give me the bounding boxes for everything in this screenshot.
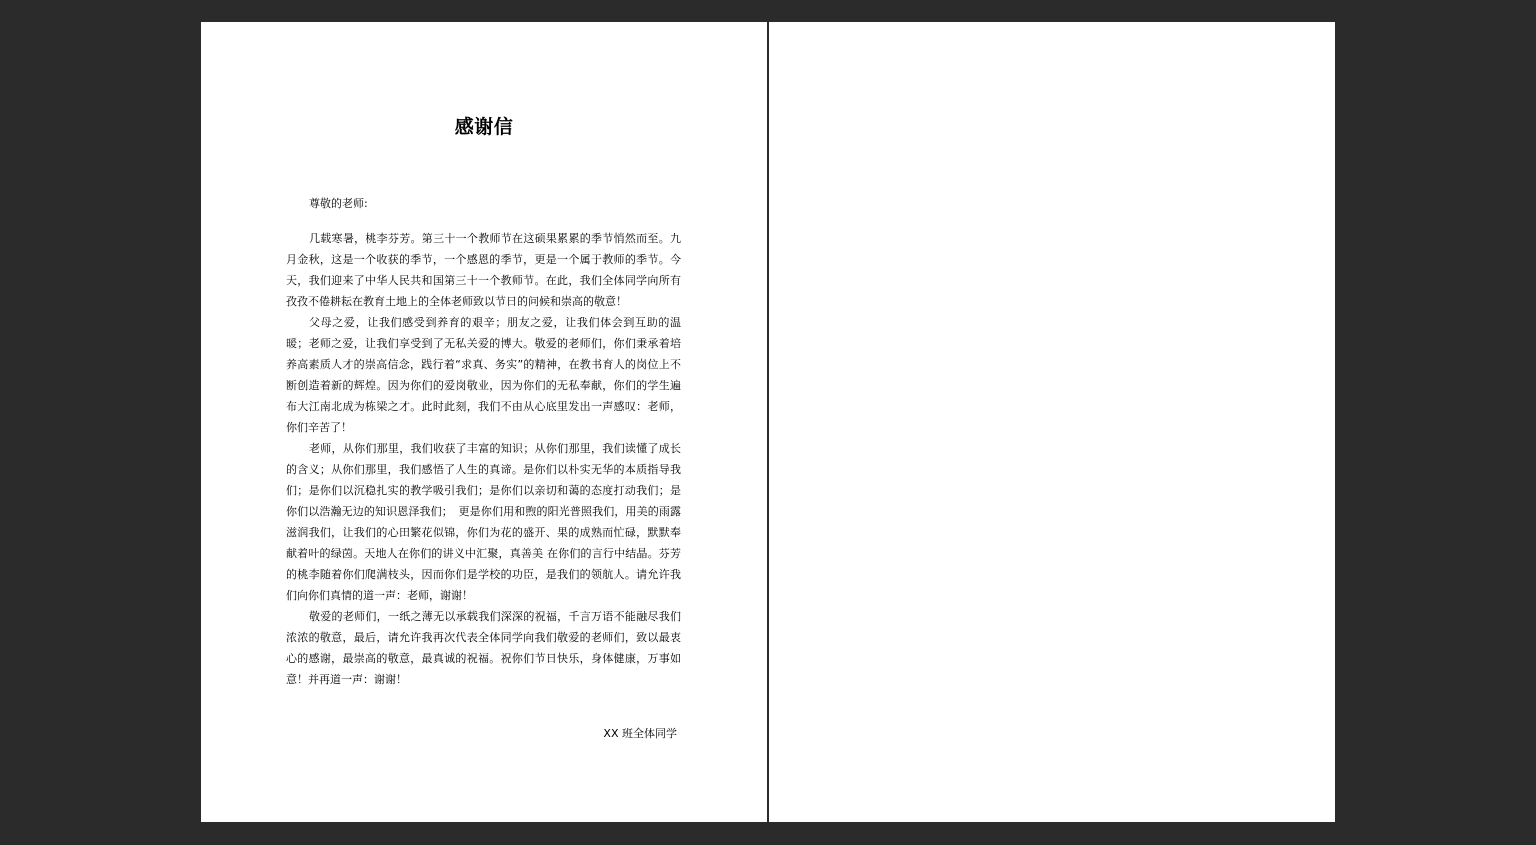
letter-body [286, 228, 681, 690]
page-1[interactable] [201, 22, 767, 822]
letter-title: 感谢信 [454, 116, 514, 138]
salutation: 尊敬的老师: [309, 197, 368, 210]
paragraph: 父母之爱，让我们感受到养育的艰辛；朋友之爱，让我们体会到互助的温暖；老师之爱，让我们享受到了无私关爱的博大。敬爱的老师们，你们秉承着培养高素质人才的崇高信念，践行着“求真、务实”的精神，在教书育人的岗位上不断创造着新的辉煌。因为你们的爱岗敬业，因为你们的无私奉献，你们的学生遍布大江南北成为栋梁之才。此时此刻，我们不由从心底里发出一声感叹：老师，你们辛苦了！ [286, 316, 681, 434]
signature: XX 班全体同学 [603, 727, 677, 740]
paragraph: 老师，从你们那里，我们收获了丰富的知识；从你们那里，我们读懂了成长的含义；从你们那里，我们感悟了人生的真谛。是你们以朴实无华的本质指导我们；是你们以沉稳扎实的教学吸引我们；是你们以亲切和蔼的态度打动我们；是你们以浩瀚无边的知识恩泽我们； 更是你们用和煦的阳光普照我们，用美的雨露滋润我们，让我们的心田繁花似锦，你们为花的盛开、果的成熟而忙碌，默默奉献着叶的绿茵。天地人在你们的讲义中汇聚，真善美 在你们的言行中结晶。芬芳的桃李随着你们爬满枝头，因而你们是学校的功臣，是我们的领航人。请允许我们向你们真情的道一声：老师，谢谢！ [286, 442, 681, 602]
page-2[interactable] [769, 22, 1335, 822]
paragraph: 几载寒暑，桃李芬芳。第三十一个教师节在这硕果累累的季节悄然而至。九月金秋，这是一个收获的季节，一个感恩的季节，更是一个属于教师的季节。今天，我们迎来了中华人民共和国第三十一个教师节。在此，我们全体同学向所有孜孜不倦耕耘在教育土地上的全体老师致以节日的问候和崇高的敬意！ [286, 232, 681, 308]
paragraph: 敬爱的老师们，一纸之薄无以承载我们深深的祝福，千言万语不能融尽我们浓浓的敬意，最后，请允许我再次代表全体同学向我们敬爱的老师们，致以最衷心的感谢，最崇高的敬意，最真诚的祝福。祝你们节日快乐，身体健康，万事如意！并再道一声：谢谢！ [286, 610, 681, 686]
